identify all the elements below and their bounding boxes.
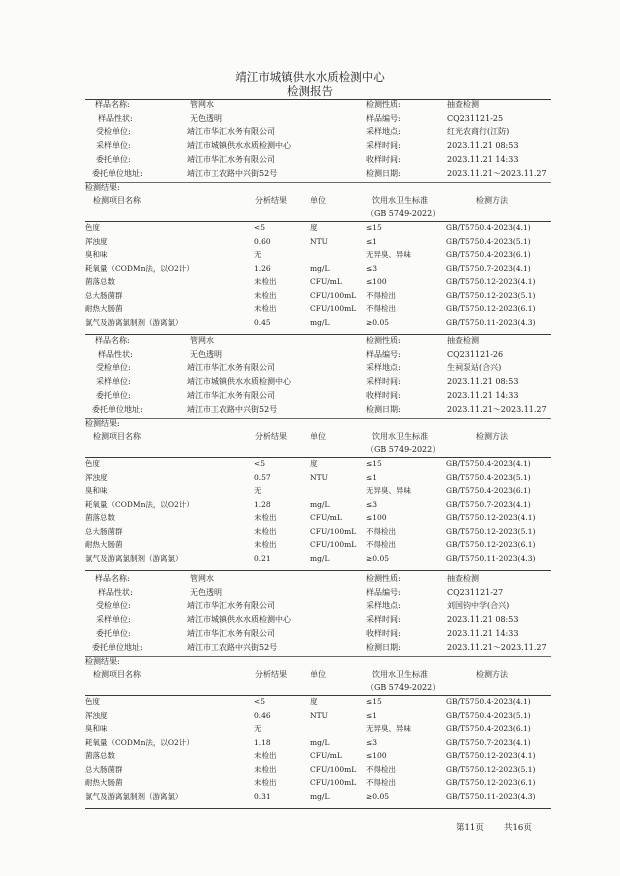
test-method: GB/T5750.7-2023(4.1) (446, 499, 531, 509)
result-value: 未检出 (254, 513, 277, 522)
result-unit: CFU/100mL (310, 540, 357, 549)
receive-time: 2023.11.21 14:33 (447, 154, 519, 164)
test-date: 2023.11.21～2023.11.27 (447, 168, 547, 178)
standard-limit: ≥0.05 (366, 553, 389, 563)
col-unit-header: 单位 (310, 670, 326, 679)
standard-limit: 不得检出 (366, 526, 396, 536)
label-sampling-time: 采样时间: (366, 141, 401, 151)
label-client-unit: 委托单位: (96, 628, 131, 638)
test-method: GB/T5750.4-2023(6.1) (446, 250, 531, 259)
standard-limit: ≤15 (366, 697, 382, 706)
sample-property: 无色透明 (190, 587, 222, 597)
standard-limit: 不得检出 (366, 304, 396, 313)
result-value: 未检出 (254, 526, 277, 536)
label-client-address: 委托单位地址: (92, 404, 143, 414)
test-date: 2023.11.21～2023.11.27 (447, 404, 547, 414)
standard-limit: ≤1 (366, 236, 378, 246)
result-unit: NTU (310, 710, 328, 720)
sampling-time: 2023.11.21 08:53 (447, 615, 519, 625)
col-standard-header: 饮用水卫生标准 (372, 670, 428, 679)
standard-limit: ≤3 (366, 263, 378, 273)
result-unit: 度 (310, 459, 318, 468)
item-name: 耗氧量（CODMn法，以O2计） (85, 737, 194, 747)
result-value: <5 (254, 223, 266, 232)
col-item-header: 检测项目名称 (93, 432, 141, 441)
col-standard-header: 饮用水卫生标准 (372, 196, 428, 205)
sampling-time: 2023.11.21 08:53 (447, 377, 519, 387)
result-unit: CFU/mL (310, 277, 342, 286)
results-header-rule (85, 457, 551, 458)
item-name: 菌落总数 (85, 751, 115, 760)
results-header-rule (85, 221, 551, 222)
result-unit: CFU/100mL (310, 764, 357, 774)
label-sample-property: 样品性状: (98, 349, 133, 359)
sample-name: 管网水 (190, 100, 214, 109)
entrusted-unit: 靖江市华汇水务有限公司 (187, 363, 275, 373)
test-date: 2023.11.21～2023.11.27 (447, 642, 547, 652)
standard-limit: 不得检出 (366, 764, 396, 774)
col-result-header: 分析结果 (255, 432, 287, 441)
item-name: 色度 (85, 697, 100, 706)
standard-limit: ≤3 (366, 737, 378, 747)
item-name: 色度 (85, 223, 100, 232)
result-unit: 度 (310, 697, 318, 706)
label-receive-time: 收样时间: (366, 154, 401, 164)
test-method: GB/T5750.11-2023(4.3) (446, 317, 536, 327)
sample-no: CQ231121-26 (447, 349, 504, 359)
label-sample-name: 样品名称: (95, 336, 130, 345)
result-value: 未检出 (254, 304, 277, 313)
test-nature: 抽查检测 (447, 100, 479, 109)
item-name: 氯气及游离氯制剂（游离氯） (85, 791, 183, 801)
standard-limit: ≥0.05 (366, 791, 389, 801)
standard-limit: ≤1 (366, 472, 378, 482)
item-name: 氯气及游离氯制剂（游离氯） (85, 317, 183, 327)
page-total: 共16页 (504, 823, 532, 833)
result-unit: mg/L (310, 553, 330, 563)
item-name: 臭和味 (85, 250, 108, 259)
sample-no: CQ231121-27 (447, 587, 504, 597)
item-name: 菌落总数 (85, 513, 115, 522)
results-label: 检测结果: (85, 657, 120, 666)
sample-name: 管网水 (190, 336, 214, 345)
standard-limit: ≤3 (366, 499, 378, 509)
client-address: 靖江市工农路中兴街52号 (187, 168, 278, 178)
section-end-rule (85, 570, 551, 571)
header-rule (85, 99, 551, 100)
label-sample-name: 样品名称: (95, 100, 130, 109)
sampling-time: 2023.11.21 08:53 (447, 141, 519, 151)
client-address: 靖江市工农路中兴街52号 (187, 642, 278, 652)
label-sample-name: 样品名称: (95, 574, 130, 583)
test-method: GB/T5750.4-2023(5.1) (446, 710, 531, 720)
label-test-date: 检测日期: (366, 168, 401, 178)
test-method: GB/T5750.11-2023(4.3) (446, 553, 536, 563)
result-value: 未检出 (254, 764, 277, 774)
test-method: GB/T5750.4-2023(6.1) (446, 486, 531, 495)
item-name: 耗氧量（CODMn法，以O2计） (85, 499, 194, 509)
label-test-date: 检测日期: (366, 642, 401, 652)
label-entrusted-unit: 受检单位: (96, 363, 131, 373)
result-unit: NTU (310, 472, 328, 482)
report-subtitle: 检测报告 (287, 84, 333, 98)
result-unit: CFU/100mL (310, 778, 357, 787)
col-standard-code: （GB 5749-2022） (366, 445, 441, 454)
label-sample-property: 样品性状: (98, 587, 133, 597)
test-method: GB/T5750.4-2023(5.1) (446, 236, 531, 246)
test-method: GB/T5750.7-2023(4.1) (446, 737, 531, 747)
test-method: GB/T5750.4-2023(4.1) (446, 223, 531, 232)
test-nature: 抽查检测 (447, 574, 479, 583)
section-info-rule (85, 656, 551, 657)
result-value: 0.60 (254, 236, 271, 246)
result-value: 无 (254, 724, 262, 733)
result-unit: NTU (310, 236, 328, 246)
result-value: 1.26 (254, 263, 271, 273)
item-name: 菌落总数 (85, 277, 115, 286)
result-unit: CFU/100mL (310, 290, 357, 300)
section-info-rule (85, 418, 551, 419)
col-method-header: 检测方法 (476, 432, 508, 441)
test-method: GB/T5750.12-2023(5.1) (446, 290, 536, 300)
client-address: 靖江市工农路中兴街52号 (187, 404, 278, 414)
sampling-site: 刘国钧中学(合兴) (447, 601, 510, 611)
standard-limit: ≥0.05 (366, 317, 389, 327)
test-method: GB/T5750.4-2023(6.1) (446, 724, 531, 733)
test-method: GB/T5750.12-2023(6.1) (446, 304, 536, 313)
item-name: 浑浊度 (85, 710, 108, 720)
col-method-header: 检测方法 (476, 670, 508, 679)
sample-property: 无色透明 (190, 349, 222, 359)
result-unit: CFU/mL (310, 751, 342, 760)
standard-limit: 不得检出 (366, 540, 396, 549)
result-unit: CFU/100mL (310, 304, 357, 313)
label-client-address: 委托单位地址: (92, 642, 143, 652)
result-unit: 度 (310, 223, 318, 232)
label-sampling-time: 采样时间: (366, 615, 401, 625)
results-label: 检测结果: (85, 419, 120, 428)
sampling-unit: 靖江市城镇供水水质检测中心 (187, 615, 291, 625)
standard-limit: 无异臭、异味 (366, 486, 411, 495)
report-title: 靖江市城镇供水水质检测中心 (235, 70, 385, 84)
test-method: GB/T5750.12-2023(5.1) (446, 764, 536, 774)
item-name: 总大肠菌群 (85, 290, 123, 300)
label-test-nature: 检测性质: (366, 100, 401, 109)
col-item-header: 检测项目名称 (93, 196, 141, 205)
section-end-rule (85, 808, 551, 809)
label-sample-property: 样品性状: (98, 113, 133, 123)
receive-time: 2023.11.21 14:33 (447, 628, 519, 638)
standard-limit: ≤15 (366, 459, 382, 468)
result-value: 0.21 (254, 553, 271, 563)
page-number: 第11页 (456, 823, 484, 833)
standard-limit: ≤100 (366, 751, 387, 760)
label-sampling-site: 采样地点: (366, 601, 401, 611)
standard-limit: ≤100 (366, 513, 387, 522)
entrusted-unit: 靖江市华汇水务有限公司 (187, 127, 275, 137)
entrusted-unit: 靖江市华汇水务有限公司 (187, 601, 275, 611)
sampling-site: 红光农商行(江防) (447, 127, 510, 137)
result-value: 未检出 (254, 277, 277, 286)
standard-limit: 无异臭、异味 (366, 724, 411, 733)
item-name: 臭和味 (85, 724, 108, 733)
label-test-nature: 检测性质: (366, 336, 401, 345)
label-sample-no: 样品编号: (366, 349, 401, 359)
result-value: <5 (254, 459, 266, 468)
test-method: GB/T5750.12-2023(4.1) (446, 513, 536, 522)
label-entrusted-unit: 受检单位: (96, 127, 131, 137)
test-method: GB/T5750.12-2023(5.1) (446, 526, 536, 536)
test-method: GB/T5750.7-2023(4.1) (446, 263, 531, 273)
test-method: GB/T5750.12-2023(4.1) (446, 751, 536, 760)
result-value: 未检出 (254, 778, 277, 787)
label-test-date: 检测日期: (366, 404, 401, 414)
item-name: 总大肠菌群 (85, 526, 123, 536)
result-value: 1.28 (254, 499, 271, 509)
col-item-header: 检测项目名称 (93, 670, 141, 679)
test-method: GB/T5750.12-2023(4.1) (446, 277, 536, 286)
result-value: 无 (254, 486, 262, 495)
item-name: 耐热大肠菌 (85, 304, 123, 313)
label-client-address: 委托单位地址: (92, 168, 143, 178)
client-unit: 靖江市华汇水务有限公司 (187, 628, 275, 638)
sample-property: 无色透明 (190, 113, 222, 123)
result-value: <5 (254, 697, 266, 706)
label-client-unit: 委托单位: (96, 154, 131, 164)
test-method: GB/T5750.4-2023(5.1) (446, 472, 531, 482)
label-sample-no: 样品编号: (366, 587, 401, 597)
label-sampling-unit: 采样单位: (96, 141, 131, 151)
col-result-header: 分析结果 (255, 196, 287, 205)
standard-limit: ≤100 (366, 277, 387, 286)
standard-limit: 无异臭、异味 (366, 250, 411, 259)
client-unit: 靖江市华汇水务有限公司 (187, 154, 275, 164)
label-receive-time: 收样时间: (366, 390, 401, 400)
label-entrusted-unit: 受检单位: (96, 601, 131, 611)
result-unit: CFU/mL (310, 513, 342, 522)
label-sampling-unit: 采样单位: (96, 615, 131, 625)
col-result-header: 分析结果 (255, 670, 287, 679)
item-name: 臭和味 (85, 486, 108, 495)
item-name: 耐热大肠菌 (85, 540, 123, 549)
label-client-unit: 委托单位: (96, 390, 131, 400)
result-unit: CFU/100mL (310, 526, 357, 536)
sampling-unit: 靖江市城镇供水水质检测中心 (187, 141, 291, 151)
results-label: 检测结果: (85, 183, 120, 192)
item-name: 浑浊度 (85, 472, 108, 482)
label-test-nature: 检测性质: (366, 574, 401, 583)
standard-limit: ≤1 (366, 710, 378, 720)
receive-time: 2023.11.21 14:33 (447, 390, 519, 400)
col-standard-code: （GB 5749-2022） (366, 209, 441, 218)
result-unit: mg/L (310, 263, 330, 273)
item-name: 耗氧量（CODMn法，以O2计） (85, 263, 194, 273)
results-header-rule (85, 695, 551, 696)
result-value: 未检出 (254, 290, 277, 300)
result-unit: mg/L (310, 791, 330, 801)
result-value: 0.57 (254, 472, 271, 482)
label-sample-no: 样品编号: (366, 113, 401, 123)
result-value: 0.45 (254, 317, 271, 327)
standard-limit: ≤15 (366, 223, 382, 232)
test-method: GB/T5750.12-2023(6.1) (446, 540, 536, 549)
section-info-rule (85, 182, 551, 183)
item-name: 氯气及游离氯制剂（游离氯） (85, 553, 183, 563)
result-value: 0.46 (254, 710, 271, 720)
col-unit-header: 单位 (310, 196, 326, 205)
test-nature: 抽查检测 (447, 336, 479, 345)
sample-name: 管网水 (190, 574, 214, 583)
client-unit: 靖江市华汇水务有限公司 (187, 390, 275, 400)
label-sampling-time: 采样时间: (366, 377, 401, 387)
result-value: 0.31 (254, 791, 271, 801)
result-value: 未检出 (254, 751, 277, 760)
result-unit: mg/L (310, 499, 330, 509)
col-method-header: 检测方法 (476, 196, 508, 205)
sample-no: CQ231121-25 (447, 113, 504, 123)
test-method: GB/T5750.11-2023(4.3) (446, 791, 536, 801)
standard-limit: 不得检出 (366, 290, 396, 300)
item-name: 耐热大肠菌 (85, 778, 123, 787)
col-standard-code: （GB 5749-2022） (366, 683, 441, 692)
section-end-rule (85, 334, 551, 335)
test-method: GB/T5750.4-2023(4.1) (446, 697, 531, 706)
result-unit: mg/L (310, 317, 330, 327)
sampling-site: 生祠泵站(合兴) (447, 363, 502, 373)
col-standard-header: 饮用水卫生标准 (372, 432, 428, 441)
item-name: 色度 (85, 459, 100, 468)
label-receive-time: 收样时间: (366, 628, 401, 638)
result-value: 无 (254, 250, 262, 259)
item-name: 浑浊度 (85, 236, 108, 246)
test-method: GB/T5750.4-2023(4.1) (446, 459, 531, 468)
label-sampling-site: 采样地点: (366, 127, 401, 137)
test-method: GB/T5750.12-2023(6.1) (446, 778, 536, 787)
standard-limit: 不得检出 (366, 778, 396, 787)
label-sampling-unit: 采样单位: (96, 377, 131, 387)
item-name: 总大肠菌群 (85, 764, 123, 774)
sampling-unit: 靖江市城镇供水水质检测中心 (187, 377, 291, 387)
result-value: 1.18 (254, 737, 271, 747)
label-sampling-site: 采样地点: (366, 363, 401, 373)
result-unit: mg/L (310, 737, 330, 747)
result-value: 未检出 (254, 540, 277, 549)
col-unit-header: 单位 (310, 432, 326, 441)
